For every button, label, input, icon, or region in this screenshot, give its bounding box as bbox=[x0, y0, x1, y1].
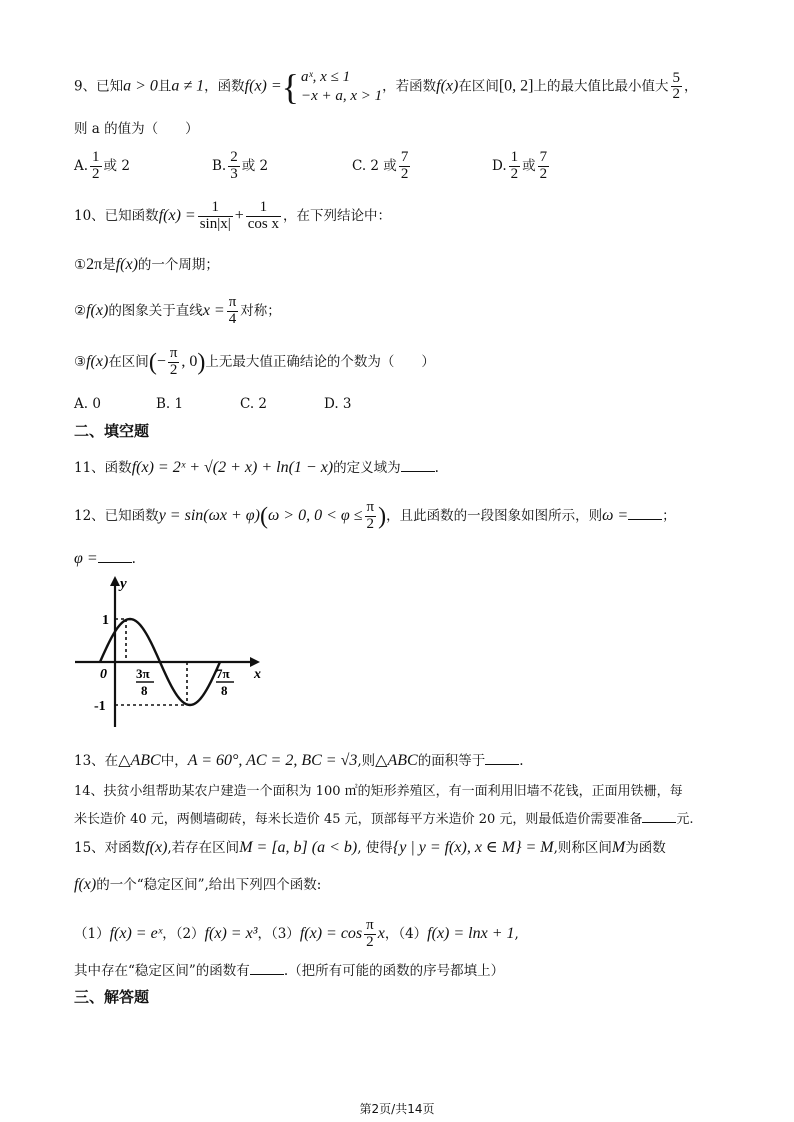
q9-option-d: D. $\frac{1}{2}$ 或 $\frac{7}{2}$ bbox=[492, 149, 548, 182]
q10-option-b: B. 1 bbox=[156, 396, 184, 412]
x-tick-3pi-8-den: 8 bbox=[141, 683, 148, 698]
q11-line: 11、函数f(x) = 2ˣ + √(2 + x) + ln(1 − x)的定义域为 . bbox=[74, 459, 439, 476]
left-brace: { bbox=[281, 66, 299, 107]
q10-statement-1: ①2π是f(x)的一个周期； bbox=[74, 256, 219, 273]
x-tick-3pi-8-num: 3π bbox=[136, 666, 150, 681]
y-axis-arrow bbox=[110, 576, 120, 586]
x-axis-arrow bbox=[250, 657, 260, 667]
answer-blank[interactable] bbox=[401, 459, 435, 472]
section-heading-solutions: 三、解答题 bbox=[74, 988, 150, 1006]
q9-option-b: B. $\frac{2}{3}$ 或 2 bbox=[212, 149, 269, 182]
q9-option-a: A. $\frac{1}{2}$ 或 2 bbox=[74, 149, 130, 182]
section-heading-fill-in: 二、填空题 bbox=[74, 422, 150, 440]
origin-label: 0 bbox=[100, 667, 107, 682]
q9-line2: 则 a 的值为（ ） bbox=[74, 121, 199, 137]
sine-graph bbox=[70, 572, 270, 732]
answer-blank[interactable] bbox=[250, 962, 284, 975]
q14-line1: 14、扶贫小组帮助某农户建造一个面积为 100 ㎡的矩形养殖区，有一面利用旧墙不花钱，正面用铁栅，每 bbox=[74, 784, 683, 799]
q15-functions: （1）f(x) = eˣ，（2）f(x) = x³，（3）f(x) = cos $\frac{\pi}{2}$ x，（4）f(x) = lnx + 1, bbox=[74, 917, 519, 950]
q15-line4: 其中存在“稳定区间”的函数有 .（把所有可能的函数的序号都填上） bbox=[74, 963, 505, 979]
q9-number: 9、 bbox=[74, 78, 97, 95]
x-tick-7pi-8-num: 7π bbox=[216, 666, 230, 681]
q10-option-a: A. 0 bbox=[74, 396, 101, 412]
y-axis-label: y bbox=[120, 576, 127, 592]
piecewise-cases: aˣ, x ≤ 1 −x + a, x > 1 bbox=[300, 69, 383, 104]
x-axis-label: x bbox=[254, 667, 261, 682]
q10-statement-3: ③f(x)在区间(− $\frac{\pi}{2}$ , 0)上无最大值正确结论的个数为（ ） bbox=[74, 345, 435, 378]
q15-line1: 15、对函数f(x),若存在区间M = [a, b] (a < b), 使得{y | y = f(x), x ∈ M} = M,则称区间M为函数 bbox=[74, 839, 666, 856]
y-tick-1: 1 bbox=[102, 613, 109, 628]
q9-option-c: C. 2 或 $\frac{7}{2}$ bbox=[352, 149, 409, 182]
y-tick-neg1: -1 bbox=[94, 699, 106, 714]
q14-line2: 米长造价 40 元，两侧墙砌砖，每米长造价 45 元，顶部每平方米造价 20 元，则最低造价需要准备 元. bbox=[74, 812, 694, 827]
q12-line1: 12、已知函数y = sin(ωx + φ)(ω > 0, 0 < φ ≤ $\frac{\pi}{2}$ )，且此函数的一段图象如图所示，则ω = ； bbox=[74, 499, 676, 532]
x-tick-7pi-8-den: 8 bbox=[221, 683, 228, 698]
q15-line2: f(x)的一个“稳定区间”,给出下列四个函数: bbox=[74, 876, 322, 893]
phi-answer-blank[interactable] bbox=[98, 550, 132, 563]
q10-statement-2: ②f(x)的图象关于直线x = $\frac{\pi}{4}$ 对称； bbox=[74, 294, 281, 327]
q10-option-d: D. 3 bbox=[324, 396, 352, 412]
q9-line1: 9、已知a > 0且a ≠ 1，函数f(x) ={ aˣ, x ≤ 1 −x + a, x > 1 ，若函数f(x)在区间[0, 2]上的最大值比最小值大 $\frac{5}{2}$ ， bbox=[74, 66, 698, 107]
answer-blank[interactable] bbox=[485, 752, 519, 765]
q12-line2: φ = . bbox=[74, 550, 136, 567]
q13-line: 13、在△ABC中，A = 60°, AC = 2, BC = √3,则△ABC的面积等于 . bbox=[74, 752, 524, 769]
q9-function: f(x) = bbox=[244, 77, 282, 95]
omega-answer-blank[interactable] bbox=[628, 507, 662, 520]
answer-blank[interactable] bbox=[642, 810, 676, 823]
q10-line1: 10、已知函数f(x) = $\frac{1}{\sin|x|}$ + $\frac{1}{\text{cos x}}$ ，在下列结论中： bbox=[74, 199, 391, 232]
page-footer: 第2页/共14页 bbox=[359, 1102, 435, 1116]
fraction-five-halves: $\frac{5}{2}$ bbox=[672, 69, 680, 103]
q10-option-c: C. 2 bbox=[240, 396, 268, 412]
